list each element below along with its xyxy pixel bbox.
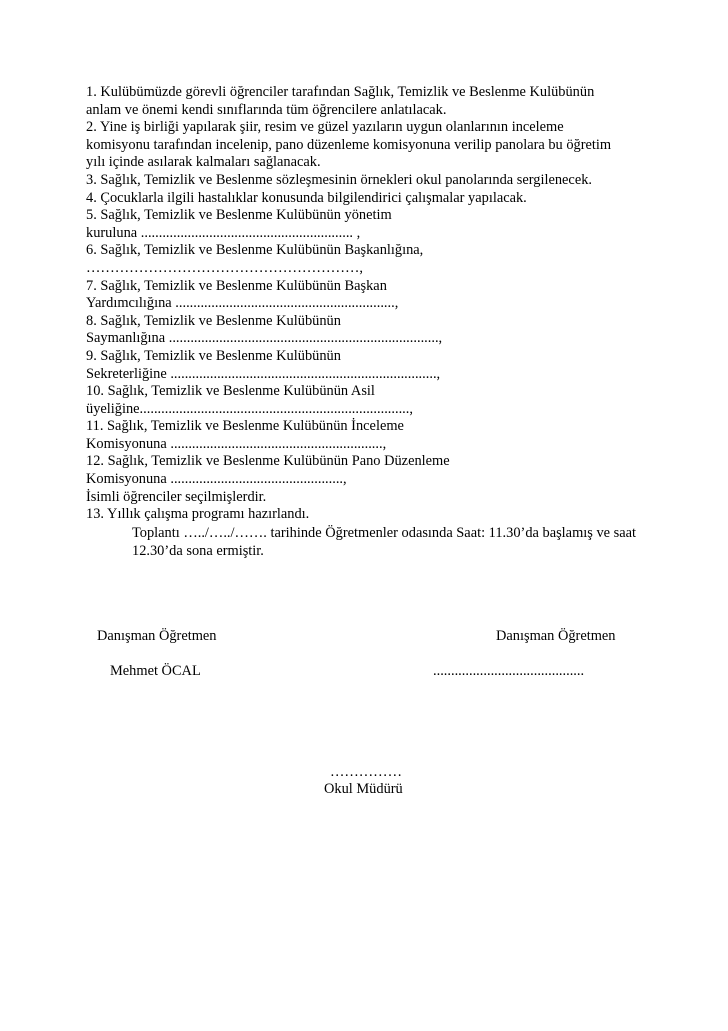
text-line: 8. Sağlık, Temizlik ve Beslenme Kulübünün (86, 312, 341, 329)
text-line: 9. Sağlık, Temizlik ve Beslenme Kulübünün (86, 347, 341, 364)
text-line: İsimli öğrenciler seçilmişlerdir. (86, 488, 267, 505)
text-line: anlam ve önemi kendi sınıflarında tüm öğrencilere anlatılacak. (86, 101, 447, 118)
text-line: 10. Sağlık, Temizlik ve Beslenme Kulübünün Asil (86, 383, 375, 400)
text-line: yılı içinde asılarak kalmaları sağlanacak. (86, 154, 321, 171)
closing-paragraph: Toplantı …../…../……. tarihinde Öğretmenler odasında Saat: 11.30’da başlamış ve saat 12.30’da sona ermiştir. (132, 525, 637, 559)
text-line: …………………………………………………, (86, 259, 364, 276)
left-signature-title: Danışman Öğretmen (97, 628, 217, 644)
text-line: komisyonu tarafından incelenip, pano düzenleme komisyonuna verilip panolara bu öğretim (86, 136, 612, 153)
text-line: Komisyonuna ..........................................................., (86, 435, 387, 452)
text-line: 3. Sağlık, Temizlik ve Beslenme sözleşmesinin örnekleri okul panolarında sergilenecek. (86, 171, 592, 188)
text-line: 6. Sağlık, Temizlik ve Beslenme Kulübünün Başkanlığına, (86, 242, 424, 259)
text-line: 2. Yine iş birliği yapılarak şiir, resim ve güzel yazıların uygun olanlarının inceleme (86, 119, 564, 136)
text-line: 11. Sağlık, Temizlik ve Beslenme Kulübünün İnceleme (86, 418, 404, 435)
text-line: Yardımcılığına ............................................................., (86, 295, 399, 312)
text-line: Komisyonuna ................................................, (86, 471, 347, 488)
text-line: 5. Sağlık, Temizlik ve Beslenme Kulübünün yönetim (86, 207, 392, 224)
text-line: 1. Kulübümüzde görevli öğrenciler tarafından Sağlık, Temizlik ve Beslenme Kulübünün (86, 84, 595, 100)
right-signature-title: Danışman Öğretmen (496, 628, 616, 644)
text-line: kuruluna ........................................................... , (86, 224, 361, 241)
text-line: 7. Sağlık, Temizlik ve Beslenme Kulübünün Başkan (86, 277, 387, 294)
left-signature-name: Mehmet ÖCAL (110, 663, 201, 679)
meeting-decisions-list (86, 84, 646, 524)
text-line: Sekreterliğine .........................................................................., (86, 365, 441, 382)
text-line: 4. Çocuklarla ilgili hastalıklar konusunda bilgilendirici çalışmalar yapılacak. (86, 189, 527, 206)
text-line: üyeliğine..........................................................................., (86, 400, 413, 417)
text-line: Saymanlığına ..........................................................................., (86, 330, 443, 347)
principal-name-placeholder: …………… (330, 764, 402, 780)
right-signature-name: .......................................... (433, 663, 585, 679)
text-line: 13. Yıllık çalışma programı hazırlandı. (86, 506, 310, 523)
principal-title: Okul Müdürü (324, 781, 403, 797)
text-line: 12. Sağlık, Temizlik ve Beslenme Kulübünün Pano Düzenleme (86, 453, 450, 470)
